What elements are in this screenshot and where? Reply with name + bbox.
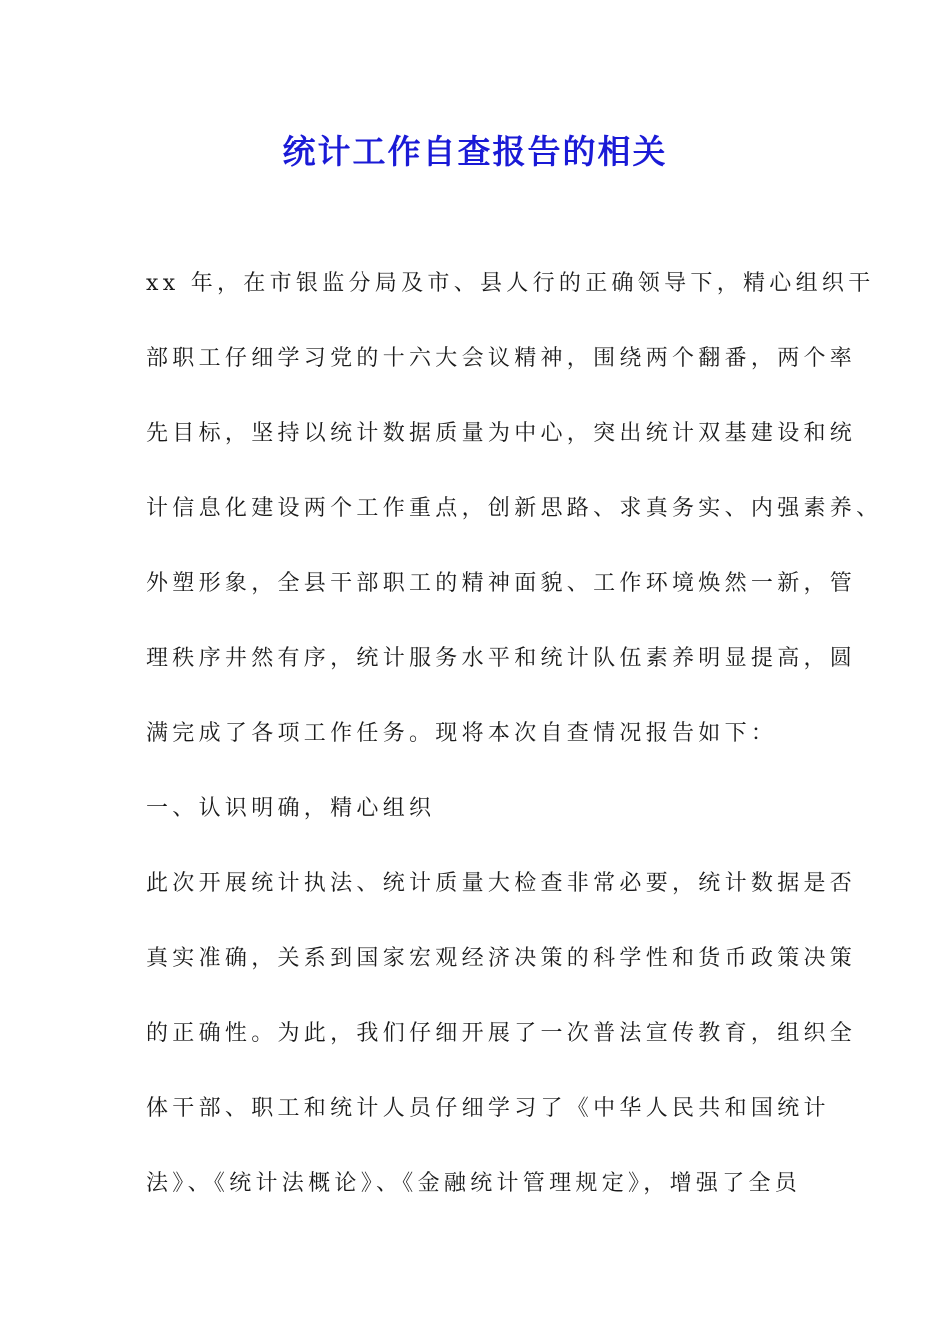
body-line: 体干部、职工和统计人员仔细学习了《中华人民共和国统计	[146, 1096, 830, 1121]
body-line: 法》、《统计法概论》、《金融统计管理规定》，增强了全员	[146, 1171, 802, 1196]
body-line: 满完成了各项工作任务。现将本次自查情况报告如下：	[146, 721, 778, 746]
body-line: 部职工仔细学习党的十六大会议精神，围绕两个翻番，两个率	[146, 346, 857, 371]
body-line: 真实准确，关系到国家宏观经济决策的科学性和货币政策决策	[146, 946, 857, 971]
document-title: 统计工作自查报告的相关	[282, 132, 668, 171]
body-line: 此次开展统计执法、统计质量大检查非常必要，统计数据是否	[146, 871, 857, 896]
section-heading: 一、认识明确，精心组织	[146, 796, 436, 821]
body-line: 先目标，坚持以统计数据质量为中心，突出统计双基建设和统	[146, 421, 857, 446]
body-line: xx 年，在市银监分局及市、县人行的正确领导下，精心组织干	[146, 271, 875, 296]
body-line: 外塑形象，全县干部职工的精神面貌、工作环境焕然一新，管	[146, 571, 857, 596]
body-line: 计信息化建设两个工作重点，创新思路、求真务实、内强素养、	[146, 496, 883, 521]
body-line: 理秩序井然有序，统计服务水平和统计队伍素养明显提高，圆	[146, 646, 857, 671]
body-line: 的正确性。为此，我们仔细开展了一次普法宣传教育，组织全	[146, 1021, 857, 1046]
